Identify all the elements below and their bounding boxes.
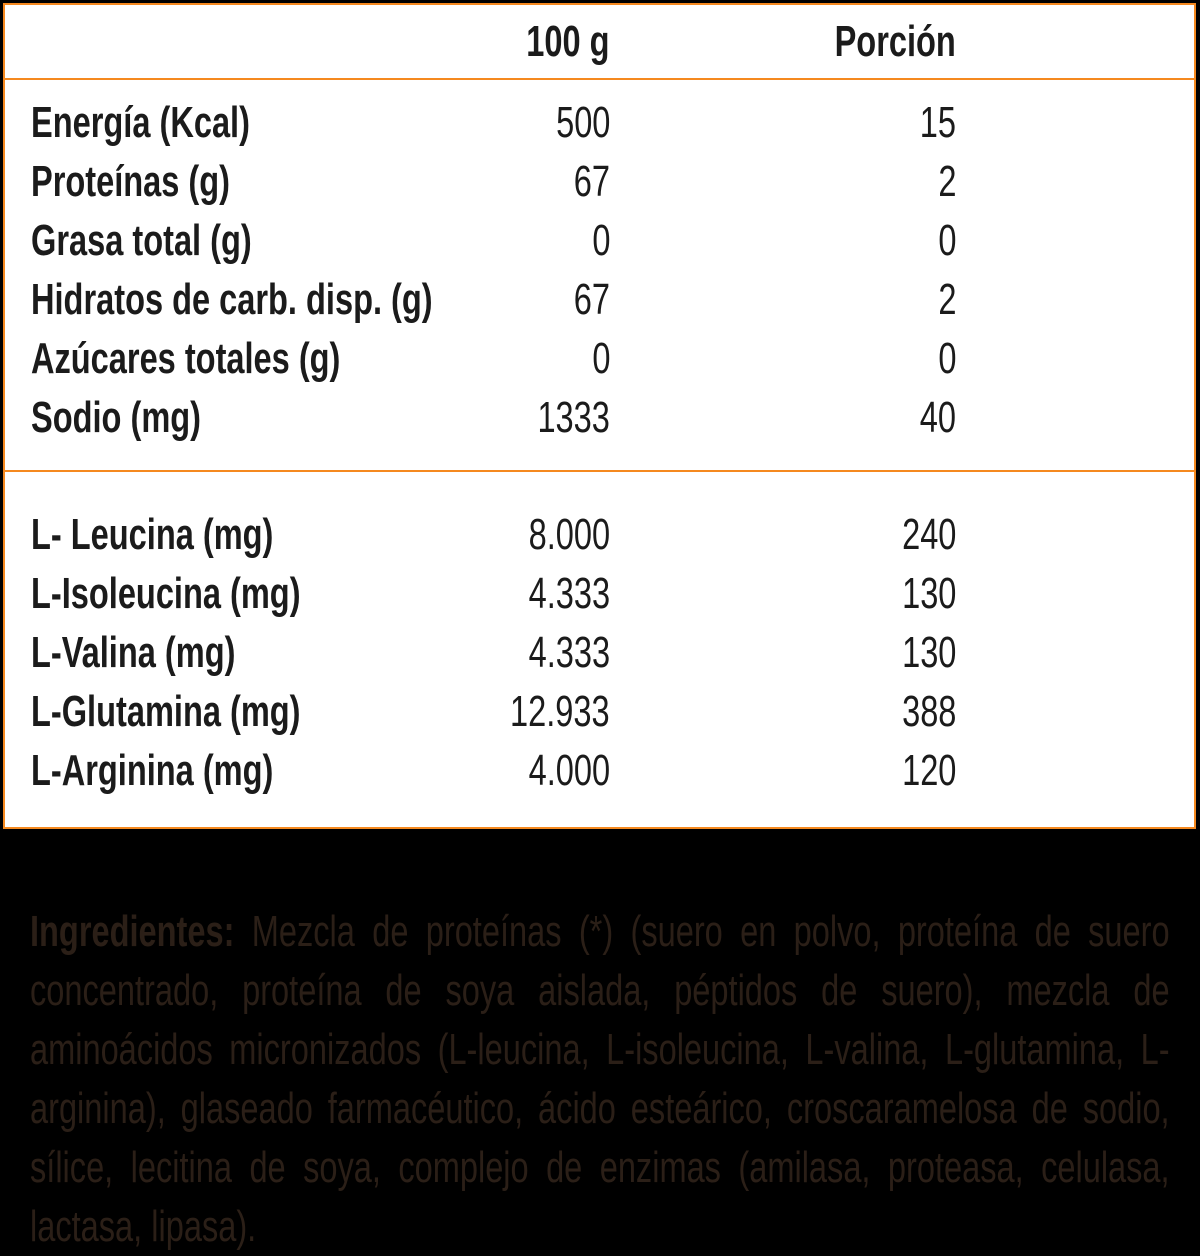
value-portion: 240	[901, 510, 956, 559]
value-100g: 0	[591, 334, 610, 383]
value-100g: 4.000	[528, 746, 610, 795]
value-portion: 15	[919, 98, 956, 147]
value-100g: 1333	[537, 393, 610, 442]
ingredients-text	[30, 902, 1170, 1256]
value-portion: 120	[901, 746, 956, 795]
row-label: L- Leucina (mg)	[31, 510, 274, 559]
row-label: Sodio (mg)	[31, 393, 202, 442]
value-100g: 4.333	[528, 628, 610, 677]
value-portion: 0	[937, 334, 956, 383]
value-portion: 130	[901, 628, 956, 677]
header-divider	[5, 78, 1194, 80]
value-portion: 2	[937, 275, 956, 324]
row-label: L-Glutamina (mg)	[31, 687, 301, 736]
row-label: Proteínas (g)	[31, 157, 231, 206]
row-label: L-Valina (mg)	[31, 628, 236, 677]
value-100g: 8.000	[528, 510, 610, 559]
row-label: Azúcares totales (g)	[31, 334, 341, 383]
value-100g: 67	[573, 275, 610, 324]
value-portion: 2	[937, 157, 956, 206]
value-portion: 40	[919, 393, 956, 442]
row-label: L-Arginina (mg)	[31, 746, 274, 795]
value-100g: 500	[555, 98, 610, 147]
value-portion: 130	[901, 569, 956, 618]
value-100g: 0	[591, 216, 610, 265]
value-100g: 67	[573, 157, 610, 206]
value-portion: 388	[901, 687, 956, 736]
ingredients-body: Mezcla de proteínas (*) (suero en polvo, proteína de suero concentrado, proteína de soya aislada, péptidos de suero), mezcla de aminoácidos micronizados (L-leucina, L-isoleucina, L-valina, L-glutamina, L-arginina), glaseado farmacéutico, ácido esteárico, croscaramelosa de sodio, sílice, lecitina de soya, complejo de enzimas (amilasa, proteasa, celulasa, lactasa, lipasa).	[30, 907, 1170, 1251]
row-label: Hidratos de carb. disp. (g)	[31, 275, 433, 324]
value-100g: 12.933	[510, 687, 610, 736]
nutrition-table	[3, 3, 1196, 829]
row-label: Grasa total (g)	[31, 216, 252, 265]
value-portion: 0	[937, 216, 956, 265]
row-label: L-Isoleucina (mg)	[31, 569, 301, 618]
section-divider	[5, 470, 1194, 472]
header-100g: 100 g	[526, 17, 610, 66]
value-100g: 4.333	[528, 569, 610, 618]
row-label: Energía (Kcal)	[31, 98, 250, 147]
ingredients-title: Ingredientes:	[30, 907, 235, 956]
header-portion: Porción	[834, 17, 956, 66]
